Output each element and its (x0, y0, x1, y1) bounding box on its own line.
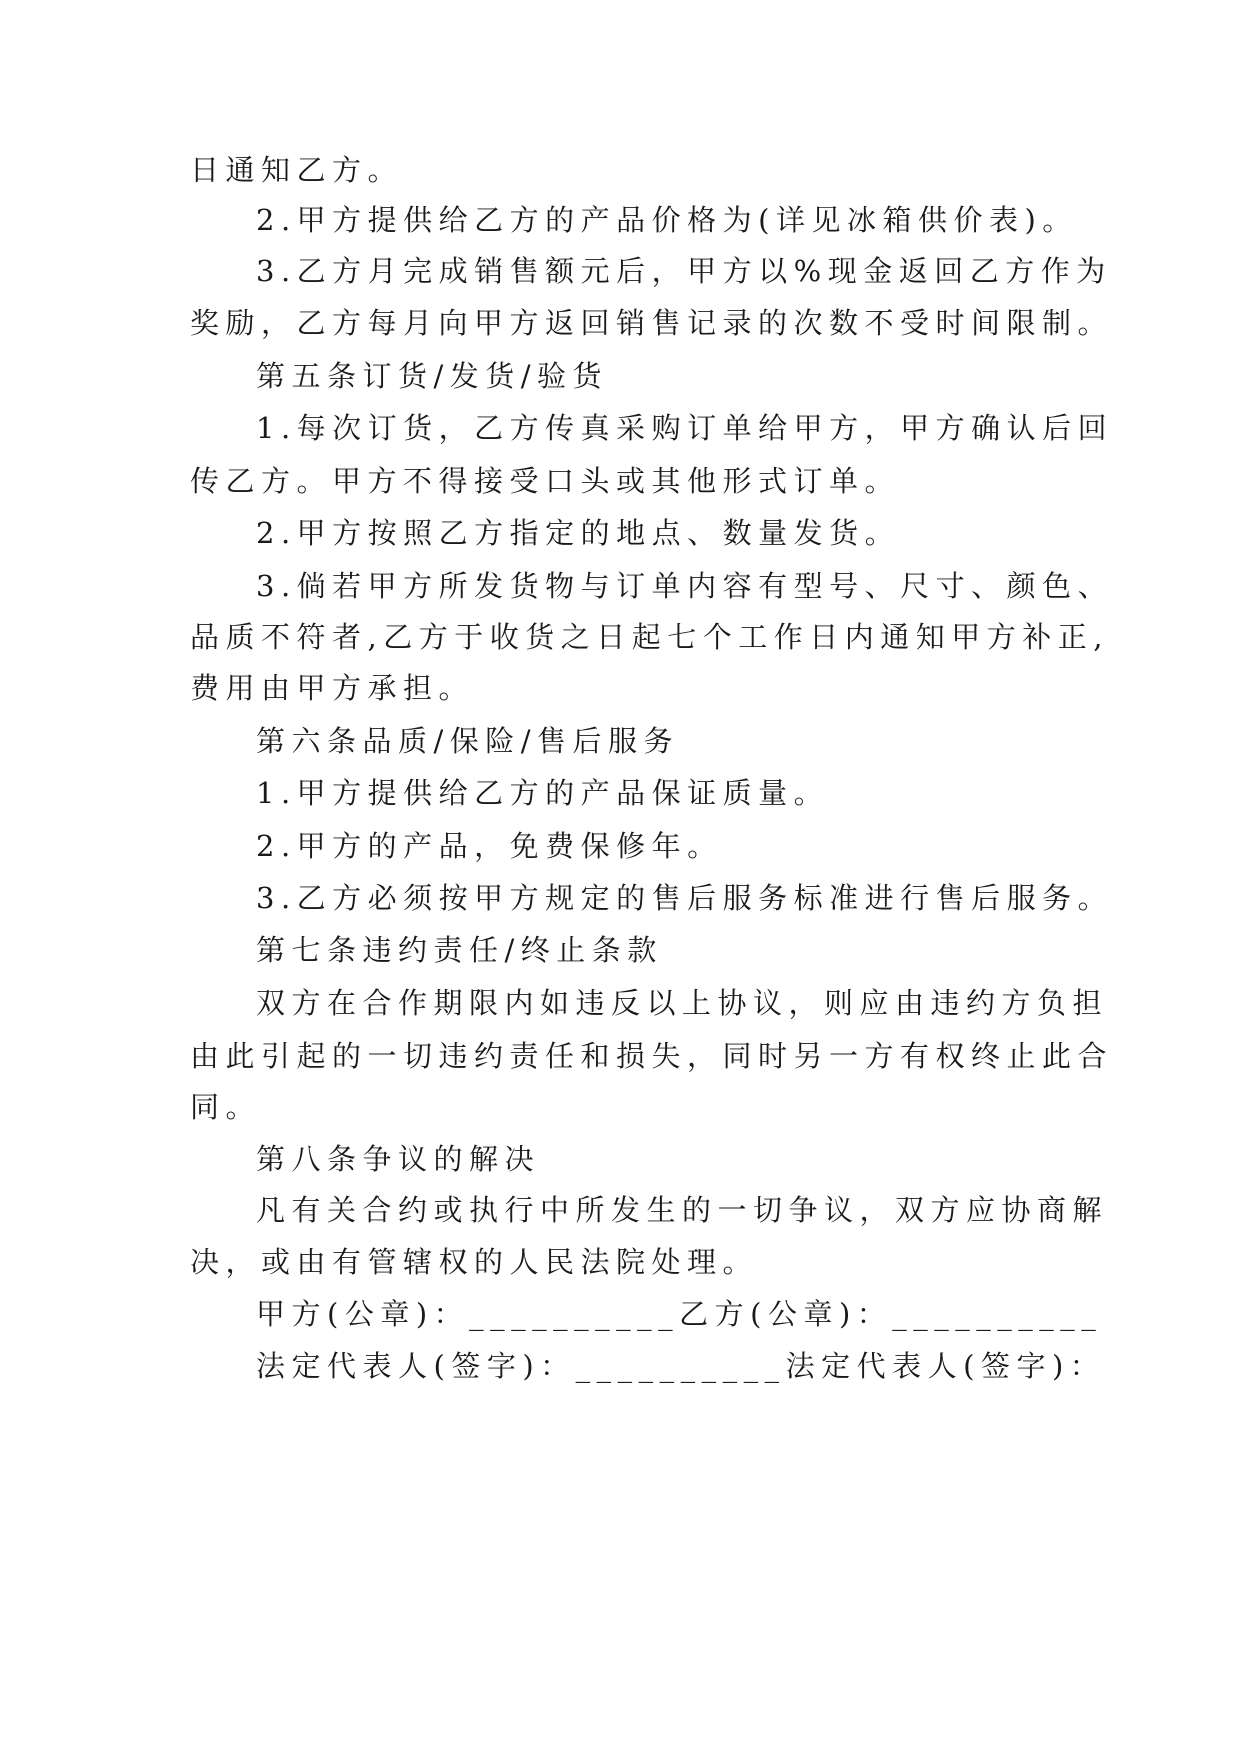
signature-line: 甲方(公章)：__________乙方(公章)：__________ (256, 1297, 1103, 1331)
text-line: 品质不符者,乙方于收货之日起七个工作日内通知甲方补正, (190, 620, 1109, 654)
text-line: 3.倘若甲方所发货物与订单内容有型号、尺寸、颜色、 (256, 569, 1114, 603)
text-line: 1.甲方提供给乙方的产品保证质量。 (256, 776, 830, 810)
text-line: 奖励，乙方每月向甲方返回销售记录的次数不受时间限制。 (190, 306, 1114, 340)
text-line: 2.甲方提供给乙方的产品价格为(详见冰箱供价表)。 (256, 203, 1078, 237)
text-line: 费用由甲方承担。 (190, 671, 475, 705)
text-line: 3.乙方月完成销售额元后，甲方以%现金返回乙方作为 (256, 254, 1112, 288)
text-line: 日通知乙方。 (190, 153, 404, 187)
section-heading: 第五条订货/发货/验货 (256, 359, 609, 393)
section-heading: 第八条争议的解决 (256, 1142, 541, 1176)
section-heading: 第六条品质/保险/售后服务 (256, 724, 680, 758)
text-line: 由此引起的一切违约责任和损失，同时另一方有权终止此合 (190, 1039, 1114, 1073)
text-line: 2.甲方按照乙方指定的地点、数量发货。 (256, 516, 901, 550)
text-line: 3.乙方必须按甲方规定的售后服务标准进行售后服务。 (256, 881, 1114, 915)
text-line: 双方在合作期限内如违反以上协议，则应由违约方负担 (256, 986, 1109, 1020)
signature-line: 法定代表人(签字)：__________法定代表人(签字)： (256, 1349, 1106, 1383)
section-heading: 第七条违约责任/终止条款 (256, 933, 663, 967)
text-line: 凡有关合约或执行中所发生的一切争议，双方应协商解 (256, 1193, 1109, 1227)
text-line: 2.甲方的产品，免费保修年。 (256, 829, 723, 863)
text-line: 决，或由有管辖权的人民法院处理。 (190, 1245, 759, 1279)
text-line: 1.每次订货，乙方传真采购订单给甲方，甲方确认后回 (256, 411, 1114, 445)
text-line: 同。 (190, 1090, 262, 1124)
text-line: 传乙方。甲方不得接受口头或其他形式订单。 (190, 464, 901, 498)
